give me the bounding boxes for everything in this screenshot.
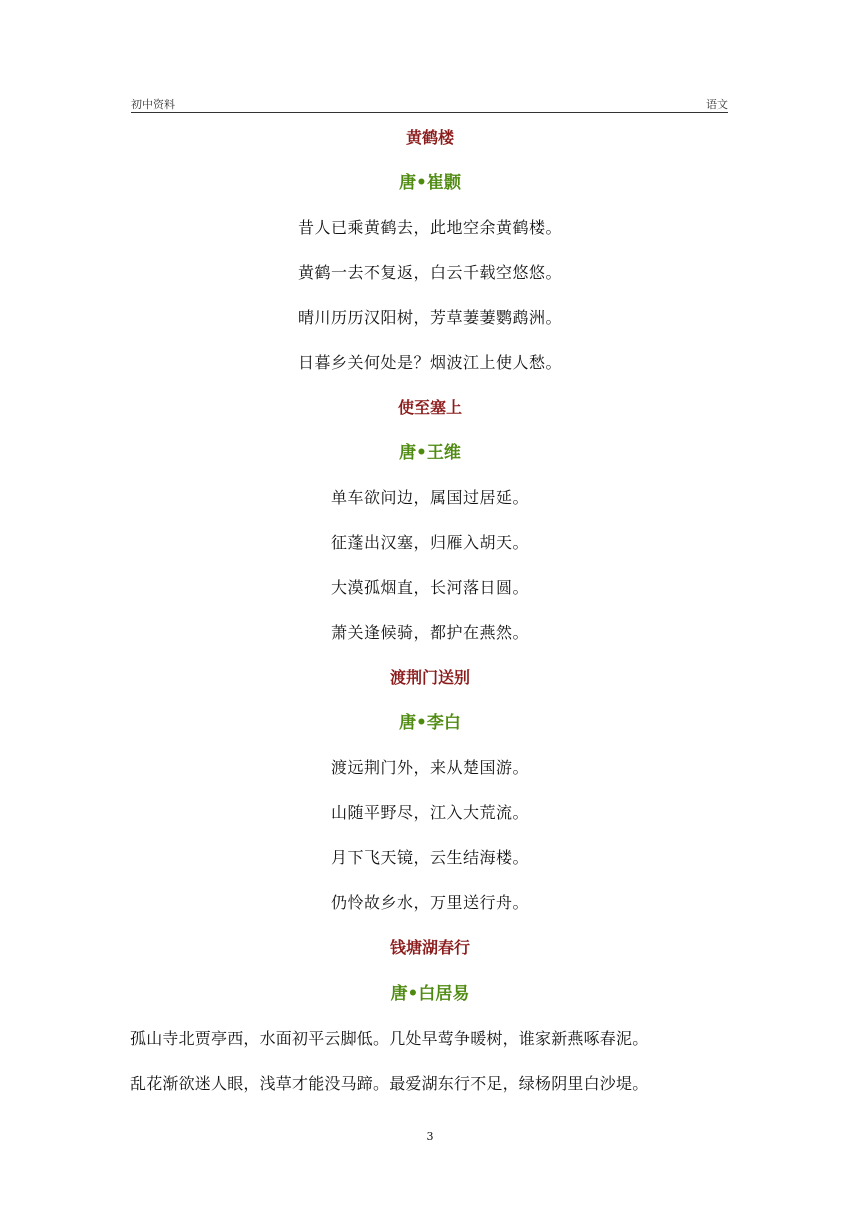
poem-line: 征蓬出汉塞，归雁入胡天。 [330,533,529,552]
poem-title: 钱塘湖春行 [389,938,470,957]
page-header [131,96,728,113]
poem-line: 大漠孤烟直，长河落日圆。 [330,578,529,597]
poem-line: 渡远荆门外，来从楚国游。 [330,758,529,777]
header-right-label: 语文 [706,98,728,111]
poem-line: 晴川历历汉阳树，芳草萋萋鹦鹉洲。 [297,308,562,327]
poem-line: 萧关逢候骑，都护在燕然。 [330,623,529,642]
poem-line: 日暮乡关何处是？烟波江上使人愁。 [297,353,562,372]
poem-title: 渡荆门送别 [389,668,470,687]
poem-title: 黄鹤楼 [405,128,454,147]
poem-author: 唐•崔颢 [399,173,461,193]
poem-author: 唐•王维 [399,443,461,463]
poem-line: 单车欲问边，属国过居延。 [330,488,529,507]
poem-line: 仍怜故乡水，万里送行舟。 [330,893,529,912]
header-left-label: 初中资料 [131,98,175,111]
poem-author: 唐•李白 [399,713,461,733]
poem-line: 乱花渐欲迷人眼，浅草才能没马蹄。最爱湖东行不足，绿杨阴里白沙堤。 [130,1074,649,1093]
poem-author: 唐•白居易 [390,984,470,1004]
poem-line: 黄鹤一去不复返，白云千载空悠悠。 [297,263,562,282]
poem-title: 使至塞上 [397,398,462,417]
poem-line: 月下飞天镜，云生结海楼。 [330,848,529,867]
poem-line: 昔人已乘黄鹤去，此地空余黄鹤楼。 [297,218,562,237]
poem-line: 孤山寺北贾亭西，水面初平云脚低。几处早莺争暖树，谁家新燕啄春泥。 [130,1029,649,1048]
poem-line: 山随平野尽，江入大荒流。 [330,803,529,822]
page-number: 3 [426,1130,434,1143]
